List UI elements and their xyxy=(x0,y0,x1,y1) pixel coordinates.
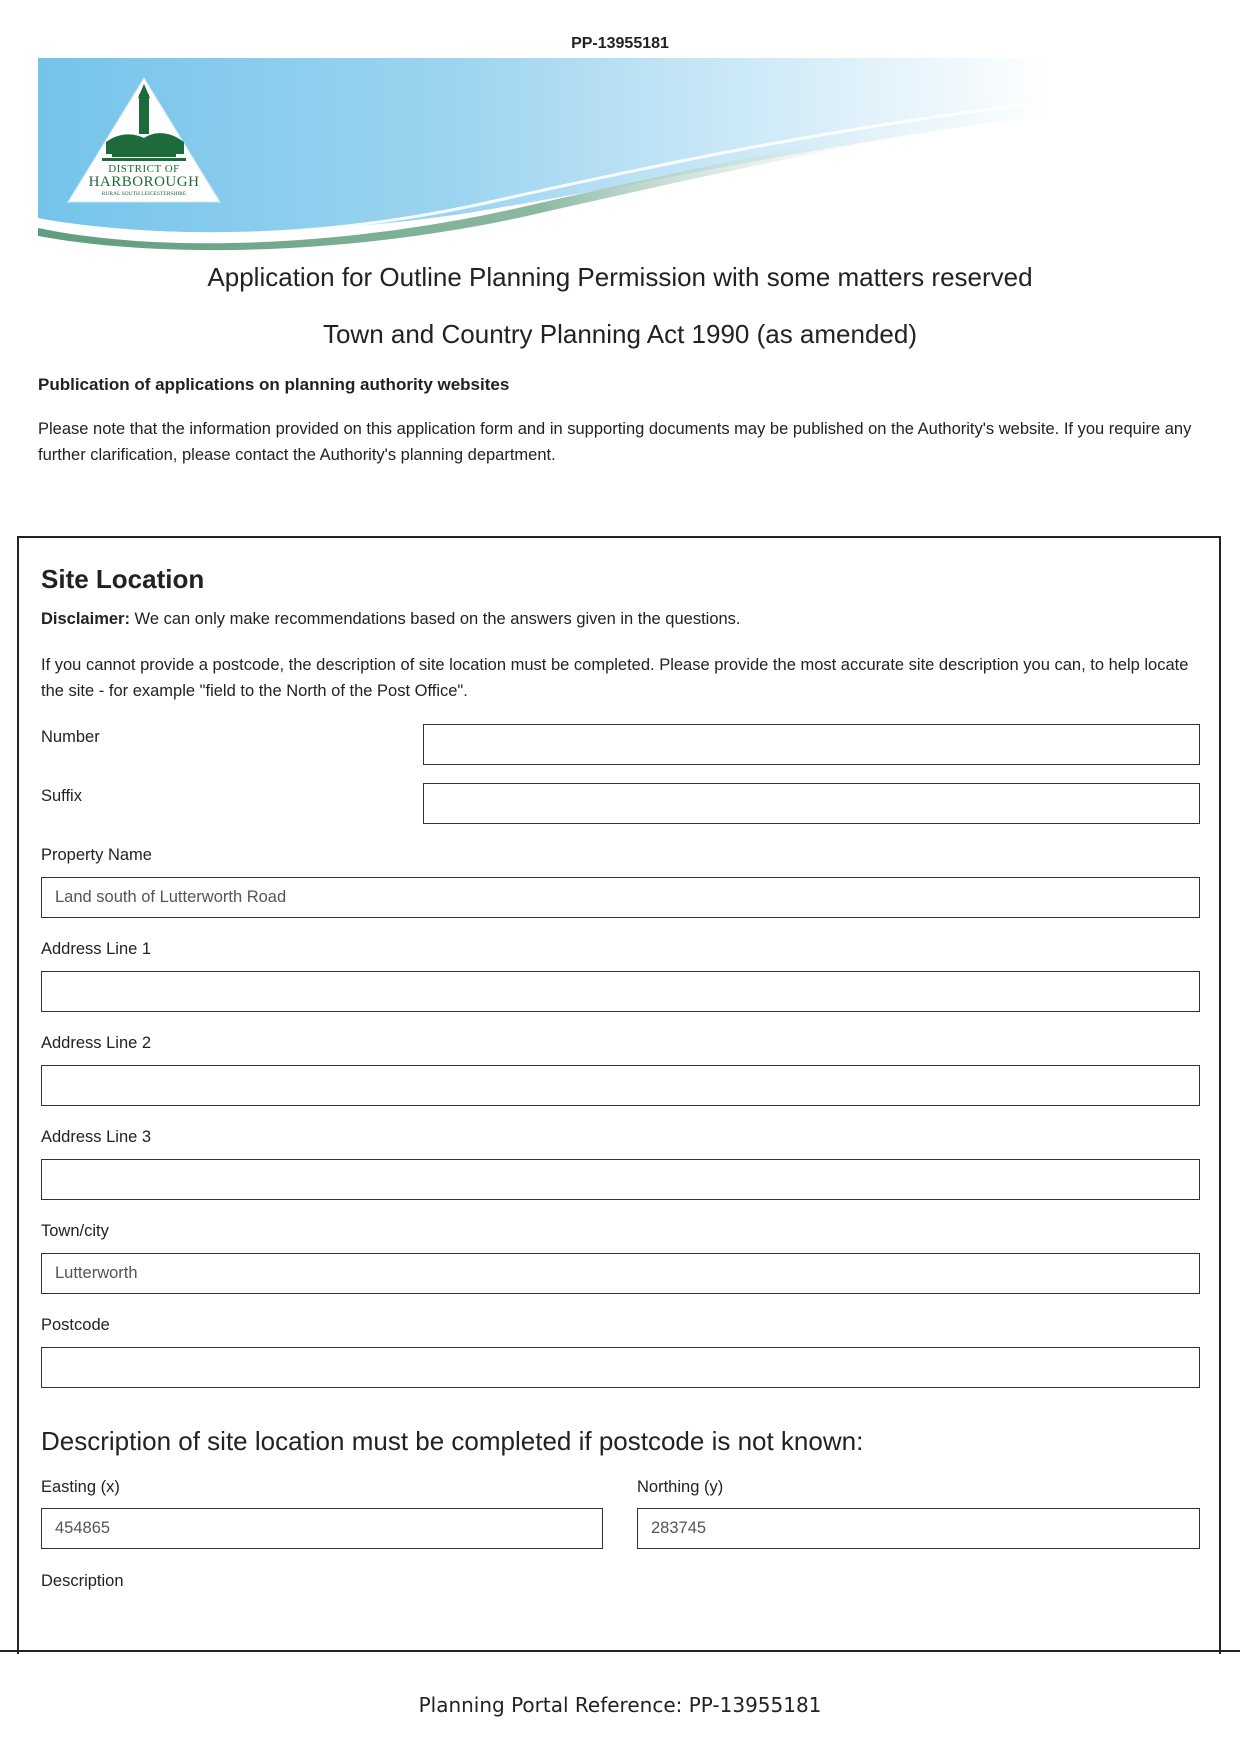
footer-divider xyxy=(0,1650,1240,1652)
logo-line1: DISTRICT OF xyxy=(108,163,180,175)
easting-label: Easting (x) xyxy=(41,1478,120,1496)
form-title: Application for Outline Planning Permission with some matters reserved xyxy=(207,262,1033,292)
section-title: Site Location xyxy=(41,564,205,594)
disclaimer-label: Disclaimer: xyxy=(41,610,130,628)
disclaimer xyxy=(41,610,741,629)
help-text: If you cannot provide a postcode, the description of site location must be completed. Please provide the most accurate site description you can, to help locate the site - for example "field to the North of the Post Office". xyxy=(41,656,1189,700)
town-label: Town/city xyxy=(41,1222,109,1240)
description-label: Description xyxy=(41,1572,124,1590)
description-heading: Description of site location must be completed if postcode is not known: xyxy=(41,1426,864,1456)
northing-label: Northing (y) xyxy=(637,1478,724,1496)
footer-reference: Planning Portal Reference: PP-13955181 xyxy=(418,1693,822,1717)
site-location-section xyxy=(17,536,1221,1654)
address-line-3-label: Address Line 3 xyxy=(41,1128,152,1146)
address-line-1-field[interactable] xyxy=(41,971,1200,1012)
address-line-3-field[interactable] xyxy=(41,1159,1200,1200)
logo-line2: HARBOROUGH xyxy=(88,174,200,190)
disclaimer-text: We can only make recommendations based on the answers given in the questions. xyxy=(129,610,741,628)
number-label: Number xyxy=(41,728,100,746)
address-line-2-field[interactable] xyxy=(41,1065,1200,1106)
logo-line3: RURAL SOUTH LEICESTERSHIRE xyxy=(101,191,187,197)
property-name-label: Property Name xyxy=(41,846,152,864)
publication-heading: Publication of applications on planning authority websites xyxy=(38,375,510,394)
publication-text: Please note that the information provided on this application form and in supporting documents may be published on the Authority's website. If you require any further clarification, please contact the Authority's planning department. xyxy=(38,420,1192,464)
council-logo xyxy=(66,76,222,204)
northing-field[interactable]: 283745 xyxy=(637,1508,1200,1549)
easting-field[interactable]: 454865 xyxy=(41,1508,603,1549)
form-subtitle: Town and Country Planning Act 1990 (as amended) xyxy=(322,319,918,349)
postcode-field[interactable] xyxy=(41,1347,1200,1388)
postcode-label: Postcode xyxy=(41,1316,110,1334)
address-line-2-label: Address Line 2 xyxy=(41,1034,152,1052)
property-name-field[interactable]: Land south of Lutterworth Road xyxy=(41,877,1200,918)
number-field[interactable] xyxy=(423,724,1200,765)
town-field[interactable]: Lutterworth xyxy=(41,1253,1200,1294)
council-banner xyxy=(38,58,1232,256)
suffix-label: Suffix xyxy=(41,787,82,805)
address-line-1-label: Address Line 1 xyxy=(41,940,152,958)
reference-number: PP-13955181 xyxy=(571,35,669,52)
suffix-field[interactable] xyxy=(423,783,1200,824)
